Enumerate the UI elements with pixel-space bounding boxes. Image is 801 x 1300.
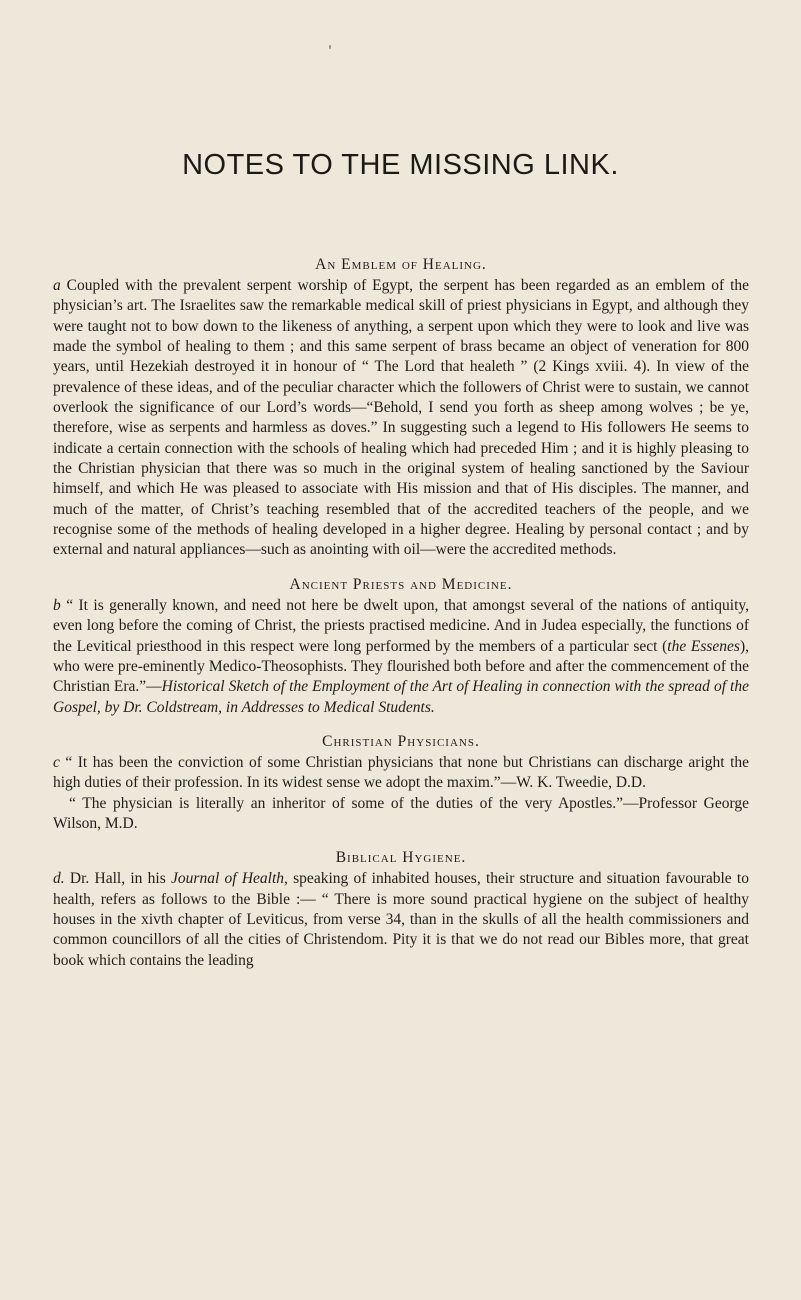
notes-body — [53, 255, 749, 971]
note-section-emblem-of-healing — [53, 255, 749, 561]
print-speck — [329, 45, 331, 49]
citation-title: Historical Sketch of the Employment of the Art of Healing in connection with the spread of the Gospel, by Dr. Coldstream, in Addresses to Medical Students. — [53, 678, 749, 716]
note-marker: c — [53, 753, 60, 771]
note-text: “ It has been the conviction of some Christian physicians that none but Christians can discharge aright the high duties of their profession. In its widest sense we adopt the maxim.”—W. K. Tweedie, D.D. — [53, 753, 750, 792]
note-paragraph — [53, 794, 749, 835]
note-text: Dr. Hall, in his — [69, 870, 172, 888]
note-text: Coupled with the prevalent serpent worship of Egypt, the serpent has been regarded as an emblem of the physician’s art. The Israelites saw the remarkable medical skill of priest physicians in Egypt, and although they were taught not to bow down to the likeness of anything, a serpent upon which they were to look and live was made the symbol of healing to them ; and this same serpent of brass became an object of veneration for 800 years, until Hezekiah destroyed it in honour of “ The Lord that healeth ” (2 Kings xviii. 4). In view of the prevalence of these ideas, and of the peculiar character which the followers of Christ were to sustain, we cannot overlook the significance of our Lord’s words—“Behold, I send you forth as sheep among wolves ; be ye, therefore, wise as serpents and harmless as doves.” In suggesting such a legend to His followers He seems to indicate a certain connection with the schools of healing which had preceded Him ; and it is highly pleasing to the Christian physician that there was so much in the original system of healing sanctioned by the Saviour himself, and which He was pleased to associate with His mission and that of His disciples. The manner, and much of the matter, of Christ’s teaching resembled that of the accredited teachers of the people, and we recognise some of the methods of healing developed in a higher degree. Healing by personal contact ; and by external and natural appliances—such as anointing with oil—were the accredited methods. — [53, 277, 750, 559]
note-section-ancient-priests — [53, 575, 749, 718]
note-paragraph — [53, 276, 749, 561]
section-heading: Christian Physicians. — [322, 732, 480, 750]
note-paragraph — [53, 753, 749, 794]
section-heading: Ancient Priests and Medicine. — [289, 575, 513, 593]
section-heading: An Emblem of Healing. — [315, 256, 487, 273]
note-marker: b — [53, 596, 61, 614]
note-paragraph — [53, 596, 749, 718]
note-text: “ It is generally known, and need not here be dwelt upon, that amongst several of the nations of antiquity, even long before the coming of Christ, the priests practised medicine. And in Judea especially, the functions of the Levitical priesthood in this respect were long performed by the members of a particular sect ( — [53, 596, 750, 655]
section-heading: Biblical Hygiene. — [335, 849, 467, 867]
note-section-biblical-hygiene — [53, 848, 749, 971]
note-text: ), who were pre-eminently Medico-Theosophists. They flourished both before and after the commencement of the Christian Era.”— — [53, 637, 749, 696]
note-section-christian-physicians — [53, 732, 749, 834]
citation-title: Journal of Health, — [171, 870, 288, 888]
note-paragraph — [53, 869, 749, 971]
note-marker: a — [53, 277, 61, 294]
note-italic-text: the Essenes — [667, 637, 740, 655]
note-marker: d. — [53, 870, 65, 888]
note-text: speaking of inhabited houses, their structure and situation favourable to health, refers as follows to the Bible :— “ There is more sound practical hygiene on the subject of healthy houses in the xivth chapter of Leviticus, from verse 34, than in the skulls of all the health commissioners and common councillors of all the cities of Christendom. Pity it is that we do not read our Bibles more, that great book which contains the leading — [53, 870, 749, 969]
page-title: NOTES TO THE MISSING LINK. — [182, 149, 619, 181]
note-text: “ The physician is literally an inheritor of some of the duties of the very Apostles.”—Professor George Wilson, M.D. — [53, 794, 749, 832]
